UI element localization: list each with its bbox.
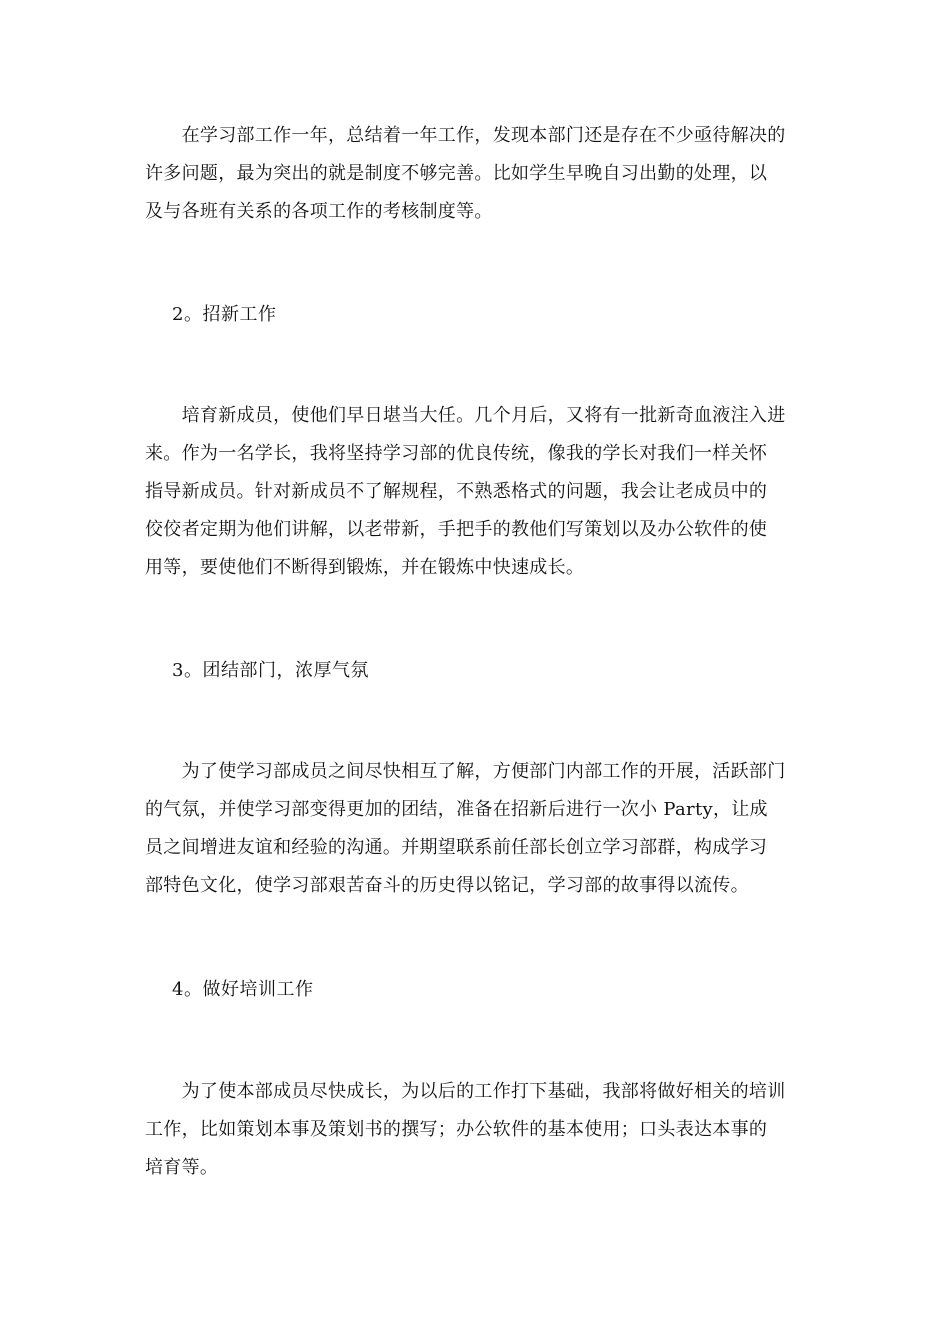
text-line: 来。作为一名学长，我将坚持学习部的优良传统，像我的学长对我们一样关怀 — [145, 443, 768, 464]
text-line: 部特色文化，使学习部艰苦奋斗的历史得以铭记，学习部的故事得以流传。 — [145, 875, 749, 896]
text-line: 员之间增进友谊和经验的沟通。并期望联系前任部长创立学习部群，构成学习 — [145, 837, 768, 858]
text-line: 培育新成员，使他们早日堪当大任。几个月后，又将有一批新奇血液注入进 — [145, 405, 786, 426]
text-line: 的气氛，并使学习部变得更加的团结，准备在招新后进行一次小 Party，让成 — [145, 799, 768, 820]
paragraph-unity — [145, 753, 815, 905]
paragraph-training — [145, 1073, 815, 1187]
paragraph-recruitment — [145, 397, 815, 587]
section-heading-unity: 3。团结部门，浓厚气氛 — [172, 660, 369, 681]
text-line: 佼佼者定期为他们讲解，以老带新，手把手的教他们写策划以及办公软件的使 — [145, 519, 768, 540]
paragraph-intro — [145, 117, 815, 231]
text-line: 培育等。 — [145, 1157, 219, 1178]
text-line: 许多问题，最为突出的就是制度不够完善。比如学生早晚自习出勤的处理，以 — [145, 163, 768, 184]
text-line: 用等，要使他们不断得到锻炼，并在锻炼中快速成长。 — [145, 557, 585, 578]
section-heading-recruitment: 2。招新工作 — [172, 304, 277, 325]
text-line: 指导新成员。针对新成员不了解规程，不熟悉格式的问题，我会让老成员中的 — [145, 481, 768, 502]
text-line: 在学习部工作一年，总结着一年工作，发现本部门还是存在不少亟待解决的 — [145, 125, 786, 146]
text-line: 为了使本部成员尽快成长，为以后的工作打下基础，我部将做好相关的培训 — [145, 1081, 786, 1102]
section-heading-training: 4。做好培训工作 — [172, 979, 314, 1000]
text-line: 为了使学习部成员之间尽快相互了解，方便部门内部工作的开展，活跃部门 — [145, 761, 786, 782]
text-line: 工作，比如策划本事及策划书的撰写；办公软件的基本使用；口头表达本事的 — [145, 1119, 768, 1140]
text-line: 及与各班有关系的各项工作的考核制度等。 — [145, 201, 493, 222]
